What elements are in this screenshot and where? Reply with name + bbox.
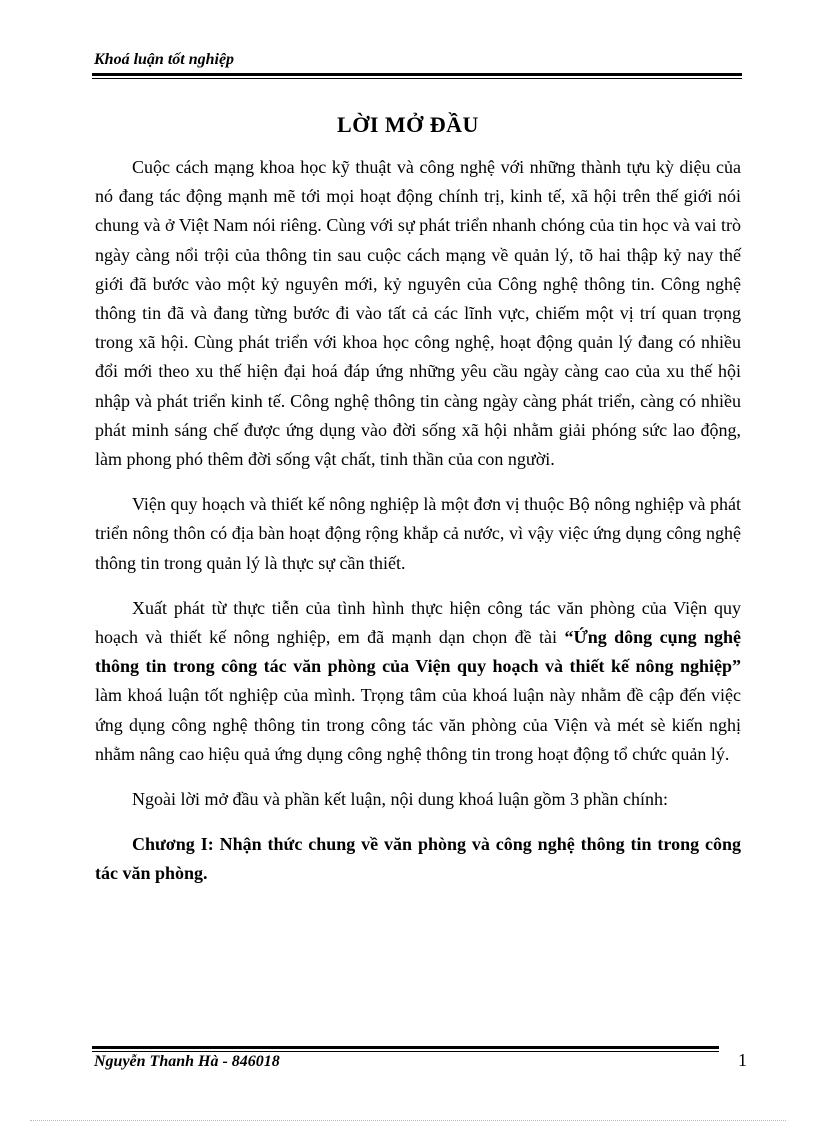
page-edge-divider [30, 1120, 786, 1121]
running-header: Khoá luận tốt nghiệp [94, 51, 235, 68]
topic-text-after: làm khoá luận tốt nghiệp của mình. Trọng tâm của khoá luận này nhằm đề cập đến việc ứng dụng công nghệ thông tin trong công tác văn phòng của Viện và mét sè kiến nghị nhằm nâng cao hiệu quả ứng dụng công nghệ thông tin trong hoạt động tổ chức quản lý. [95, 685, 741, 764]
document-body [95, 153, 741, 905]
header-rule [92, 73, 742, 79]
chapter-1-heading: Chương I: Nhận thức chung về văn phòng và công nghệ thông tin trong công tác văn phòng. [95, 834, 741, 884]
footer-rule [92, 1046, 719, 1052]
paragraph-intro: Cuộc cách mạng khoa học kỹ thuật và công nghệ với những thành tựu kỳ diệu của nó đang tác động mạnh mẽ tới mọi hoạt động chính trị, kinh tế, xã hội trên thế giới nói chung và ở Việt Nam nói riêng. Cùng với sự phát triển nhanh chóng của tin học và vai trò ngày càng nổi trội của thông tin sau cuộc cách mạng về quản lý, tõ hai thập kỷ nay thế giới đã bước vào một kỷ nguyên mới, kỷ nguyên của Công nghệ thông tin. Công nghệ thông tin đã và đang từng bước đi vào tất cả các lĩnh vực, chiếm một vị trí quan trọng trong xã hội. Cùng phát triển với khoa học công nghệ, hoạt động quản lý đang có nhiều đổi mới theo xu thế hiện đại hoá đáp ứng những yêu cầu ngày càng cao của xu thế hội nhập và phát triển kinh tế. Công nghệ thông tin càng ngày càng phát triển, càng có nhiều phát minh sáng chế được ứng dụng vào đời sống xã hội nhằm giải phóng sức lao động, làm phong phó thêm đời sống vật chất, tinh thần của con người. [95, 157, 741, 470]
paragraph-structure: Ngoài lời mở đầu và phần kết luận, nội dung khoá luận gồm 3 phần chính: [132, 789, 668, 810]
page-number: 1 [738, 1050, 747, 1070]
footer-author: Nguyễn Thanh Hà - 846018 [94, 1053, 280, 1070]
paragraph-topic [95, 594, 741, 769]
topic-text-before: Xuất phát từ thực tiễn của tình hình thực hiện công tác văn phòng của Viện quy hoạch và thiết kế nông nghiệp, em đã mạnh dạn chọn đề tài [95, 597, 741, 648]
page-title: LỜI MỞ ĐẦU [337, 112, 479, 137]
thesis-topic-title: “Ứng dông cụng nghệ thông tin trong công tác văn phòng của Viện quy hoạch và thiết kế nông nghiệp” [95, 627, 741, 677]
paragraph-institute: Viện quy hoạch và thiết kế nông nghiệp là một đơn vị thuộc Bộ nông nghiệp và phát triển nông thôn có địa bàn hoạt động rộng khắp cả nước, vì vậy việc ứng dụng công nghệ thông tin trong quản lý là thực sự cần thiết. [95, 494, 741, 573]
